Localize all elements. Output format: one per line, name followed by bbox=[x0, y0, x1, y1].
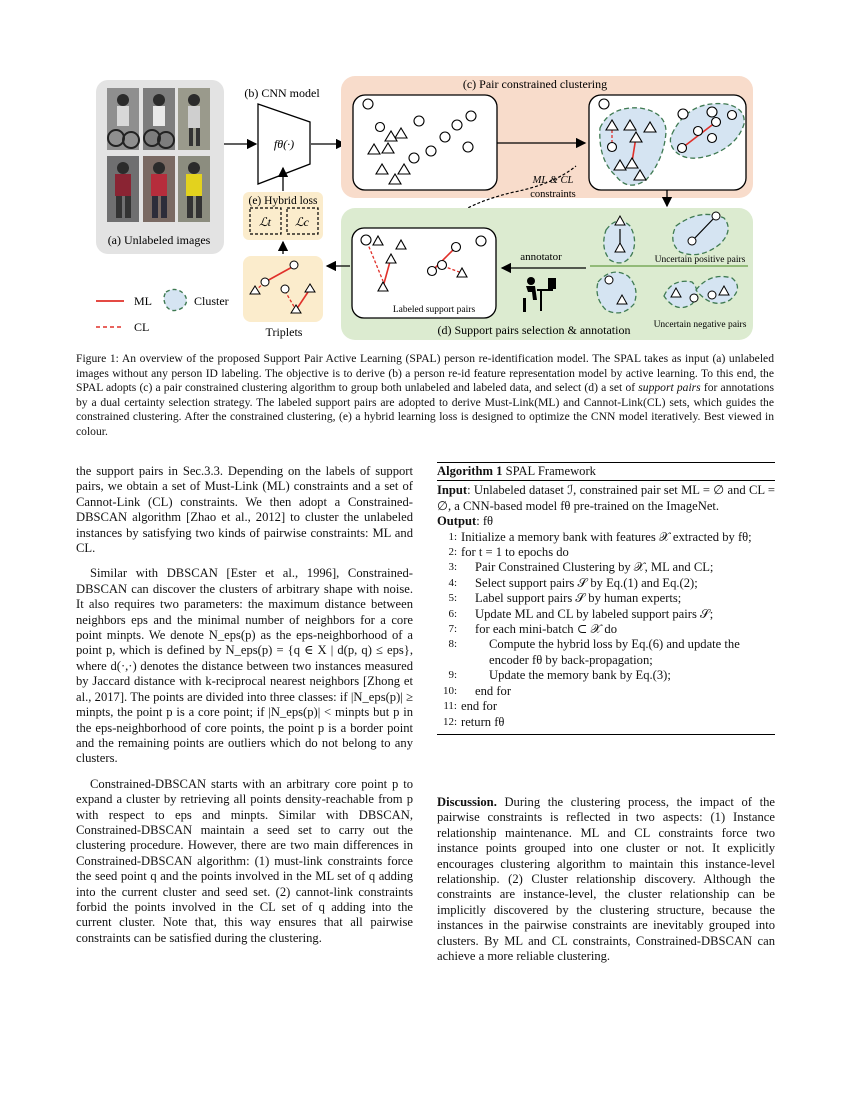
algorithm-line bbox=[437, 530, 775, 545]
algorithm-line bbox=[437, 560, 775, 575]
line-text: Compute the hybrid loss by Eq.(6) and update the encoder fθ by back-propagation; bbox=[489, 637, 740, 667]
uncertain-negative-label: Uncertain negative pairs bbox=[653, 320, 747, 330]
algorithm-line bbox=[437, 591, 775, 606]
paragraph-constrained-dbscan: Constrained-DBSCAN starts with an arbitrary core point p to expand a cluster by retrieving all points density-reachable from p with respect to eps and minpts. Similar with DBSCAN, Constrained-DBSCAN maintain a seed set to carry out the clustering procedure. However, there are two main differences in Constrained-DBSCAN algorithm: (1) must-link constraints force the seed point q and the points involved in the ML set of q adding into the current cluster and seed set. (2) cannot-link constraints forbid the points involved in the CL set of q adding into the current cluster. Note that, this way ensures that all pairwise constraints can be satisfied during the clustering. bbox=[76, 776, 413, 945]
input-text: : Unlabeled dataset ℐ, constrained pair set ML = ∅ and CL = ∅, a CNN-based model fθ pre-trained on the ImageNet. bbox=[437, 483, 775, 513]
unlabeled-images-label: (a) Unlabeled images bbox=[107, 233, 211, 247]
algorithm-body bbox=[437, 483, 775, 735]
uncertain-positive-label: Uncertain positive pairs bbox=[654, 255, 746, 265]
algorithm-line bbox=[437, 715, 775, 730]
algorithm-steps bbox=[437, 530, 775, 730]
labeled-support-pairs-label: Labeled support pairs bbox=[392, 305, 476, 315]
output-text: : fθ bbox=[476, 514, 494, 529]
algorithm-input bbox=[437, 483, 775, 514]
annotator-label: annotator bbox=[520, 251, 562, 263]
line-number: 3: bbox=[448, 561, 457, 574]
line-text: Pair Constrained Clustering by 𝒳, ML and CL; bbox=[475, 560, 714, 575]
algorithm-line bbox=[437, 637, 775, 668]
ml-cl-constraints-label-1: ML & CL bbox=[532, 175, 574, 186]
line-number: 1: bbox=[448, 530, 457, 543]
algorithm-box bbox=[437, 462, 775, 735]
algorithm-title bbox=[437, 462, 775, 481]
line-number: 6: bbox=[448, 607, 457, 620]
line-text: Update the memory bank by Eq.(3); bbox=[489, 668, 671, 683]
line-text: end for bbox=[461, 699, 498, 714]
output-label: Output bbox=[437, 514, 477, 529]
hybrid-loss-label: (e) Hybrid loss bbox=[248, 195, 318, 207]
line-number: 8: bbox=[448, 638, 457, 651]
line-text: Update ML and CL by labeled support pairs 𝒮; bbox=[475, 606, 714, 621]
line-text: Select support pairs 𝒮 by Eq.(1) and Eq.(2); bbox=[475, 575, 698, 590]
line-number: 10: bbox=[442, 684, 457, 697]
line-text: for t = 1 to epochs do bbox=[461, 545, 569, 560]
overview-figure bbox=[0, 60, 850, 350]
paragraph-constraints: the support pairs in Sec.3.3. Depending on the labels of support pairs, we obtain a set of Must-Link (ML) constraints and a set of Cannot-Link (CL) constraints. We then adopt a Constrained-DBSCAN algorithm [Zhao et al., 2012] to cluster the unlabeled instances by satisfying two kinds of pairwise constraints: ML and CL. bbox=[76, 464, 413, 556]
line-number: 11: bbox=[443, 700, 457, 713]
line-number: 2: bbox=[448, 546, 457, 559]
algorithm-line bbox=[437, 699, 775, 714]
discussion-paragraph bbox=[437, 795, 775, 964]
legend-cluster: Cluster bbox=[194, 294, 229, 308]
paragraph-dbscan: Similar with DBSCAN [Ester et al., 1996], Constrained-DBSCAN can discover the clusters of arbitrary shape with noise. It also requires two parameters: the maximum distance between neighbors eps and the minimal number of neighbors for a core point minpts. We denote N_eps(p) as the eps-neighborhood of a point p, which is defined by N_eps(p) = {q ∈ X | d(p, q) ≤ eps}, where d(·,·) denotes the distance between two instances measured by Jaccard distance with k-reciprocal nearest neighbors [Zhong et al., 2017]. The points are divided into three classes: if |N_eps(p)| ≥ minpts, the point p is a core point; if |N_eps(p)| < minpts but p in the eps-neighborhood of core points, the point p is a border point and the remaining points are outliers which do not belong to any clusters. bbox=[76, 566, 413, 766]
caption-italic: support pairs bbox=[638, 381, 701, 395]
algorithm-output bbox=[437, 514, 775, 529]
line-number: 4: bbox=[448, 576, 457, 589]
line-number: 7: bbox=[448, 623, 457, 636]
caption-part2: for annotations by a dual certainty selection strategy. The labeled support pairs are adopted to derive Must-Link(ML) and Cannot-Link(CL) sets, which guides the constrained clustering. After the constrained clustering, (e) a hybrid learning loss is designed to optimize the CNN model iteratively. Best viewed in colour. bbox=[76, 381, 774, 438]
left-column bbox=[76, 464, 413, 946]
line-text: Initialize a memory bank with features 𝒳 extracted by fθ; bbox=[461, 529, 752, 544]
ml-cl-constraints-label-2: constraints bbox=[530, 189, 576, 200]
support-selection-label: (d) Support pairs selection & annotation bbox=[437, 323, 631, 337]
line-text: end for bbox=[475, 683, 512, 698]
algorithm-line bbox=[437, 668, 775, 683]
line-text: Label support pairs 𝒮 by human experts; bbox=[475, 591, 682, 606]
caption-part1: Figure 1: An overview of the proposed Support Pair Active Learning (SPAL) person re-identification model. The SPAL takes as input (a) unlabeled images without any person ID labeling. The objective is to derive (b) a person re-id feature representation model by active learning. To this end, the SPAL adopts (c) a pair constrained clustering algorithm to group both unlabeled and labeled data, and select (d) a set of bbox=[76, 352, 774, 395]
algorithm-line bbox=[437, 622, 775, 637]
clustering-label: (c) Pair constrained clustering bbox=[462, 77, 608, 91]
figure-caption bbox=[76, 352, 774, 440]
triplets-label: Triplets bbox=[265, 325, 303, 339]
legend-ml: ML bbox=[134, 294, 152, 308]
loss-triplet: ℒt bbox=[259, 215, 271, 229]
cnn-model-label: (b) CNN model bbox=[244, 86, 320, 100]
line-text: for each mini-batch ⊂ 𝒳 do bbox=[475, 622, 618, 637]
algorithm-number: Algorithm 1 bbox=[437, 464, 503, 478]
discussion-text: During the clustering process, the impact of the pairwise constraints is reflected in two aspects: (1) Instance relationship maintenance. ML and CL constraints force two instance points grouped into one cluster or not. It explicitly encourages clustering algorithm to maintain this instance-level relationship. (2) Cluster relationship discovery. Although the constraints are instance-level, the cluster relationship can be implicitly discovered by the clustering structure, because the instances in the pairwise constraints are inevitably grouped into clusters. By ML and CL constraints, Constrained-DBSCAN can achieve a more reliable clustering. bbox=[437, 795, 775, 964]
algorithm-name: SPAL Framework bbox=[505, 464, 596, 478]
algorithm-line bbox=[437, 576, 775, 591]
input-label: Input bbox=[437, 483, 468, 498]
legend-cl: CL bbox=[134, 320, 150, 334]
loss-cluster: ℒc bbox=[295, 215, 309, 229]
line-number: 9: bbox=[448, 669, 457, 682]
cnn-function-label: fθ(·) bbox=[273, 137, 295, 151]
algorithm-line bbox=[437, 607, 775, 622]
discussion-label: Discussion. bbox=[437, 795, 497, 809]
algorithm-line bbox=[437, 545, 775, 560]
line-text: return fθ bbox=[461, 714, 505, 729]
line-number: 5: bbox=[448, 592, 457, 605]
line-number: 12: bbox=[442, 715, 457, 728]
algorithm-line bbox=[437, 684, 775, 699]
